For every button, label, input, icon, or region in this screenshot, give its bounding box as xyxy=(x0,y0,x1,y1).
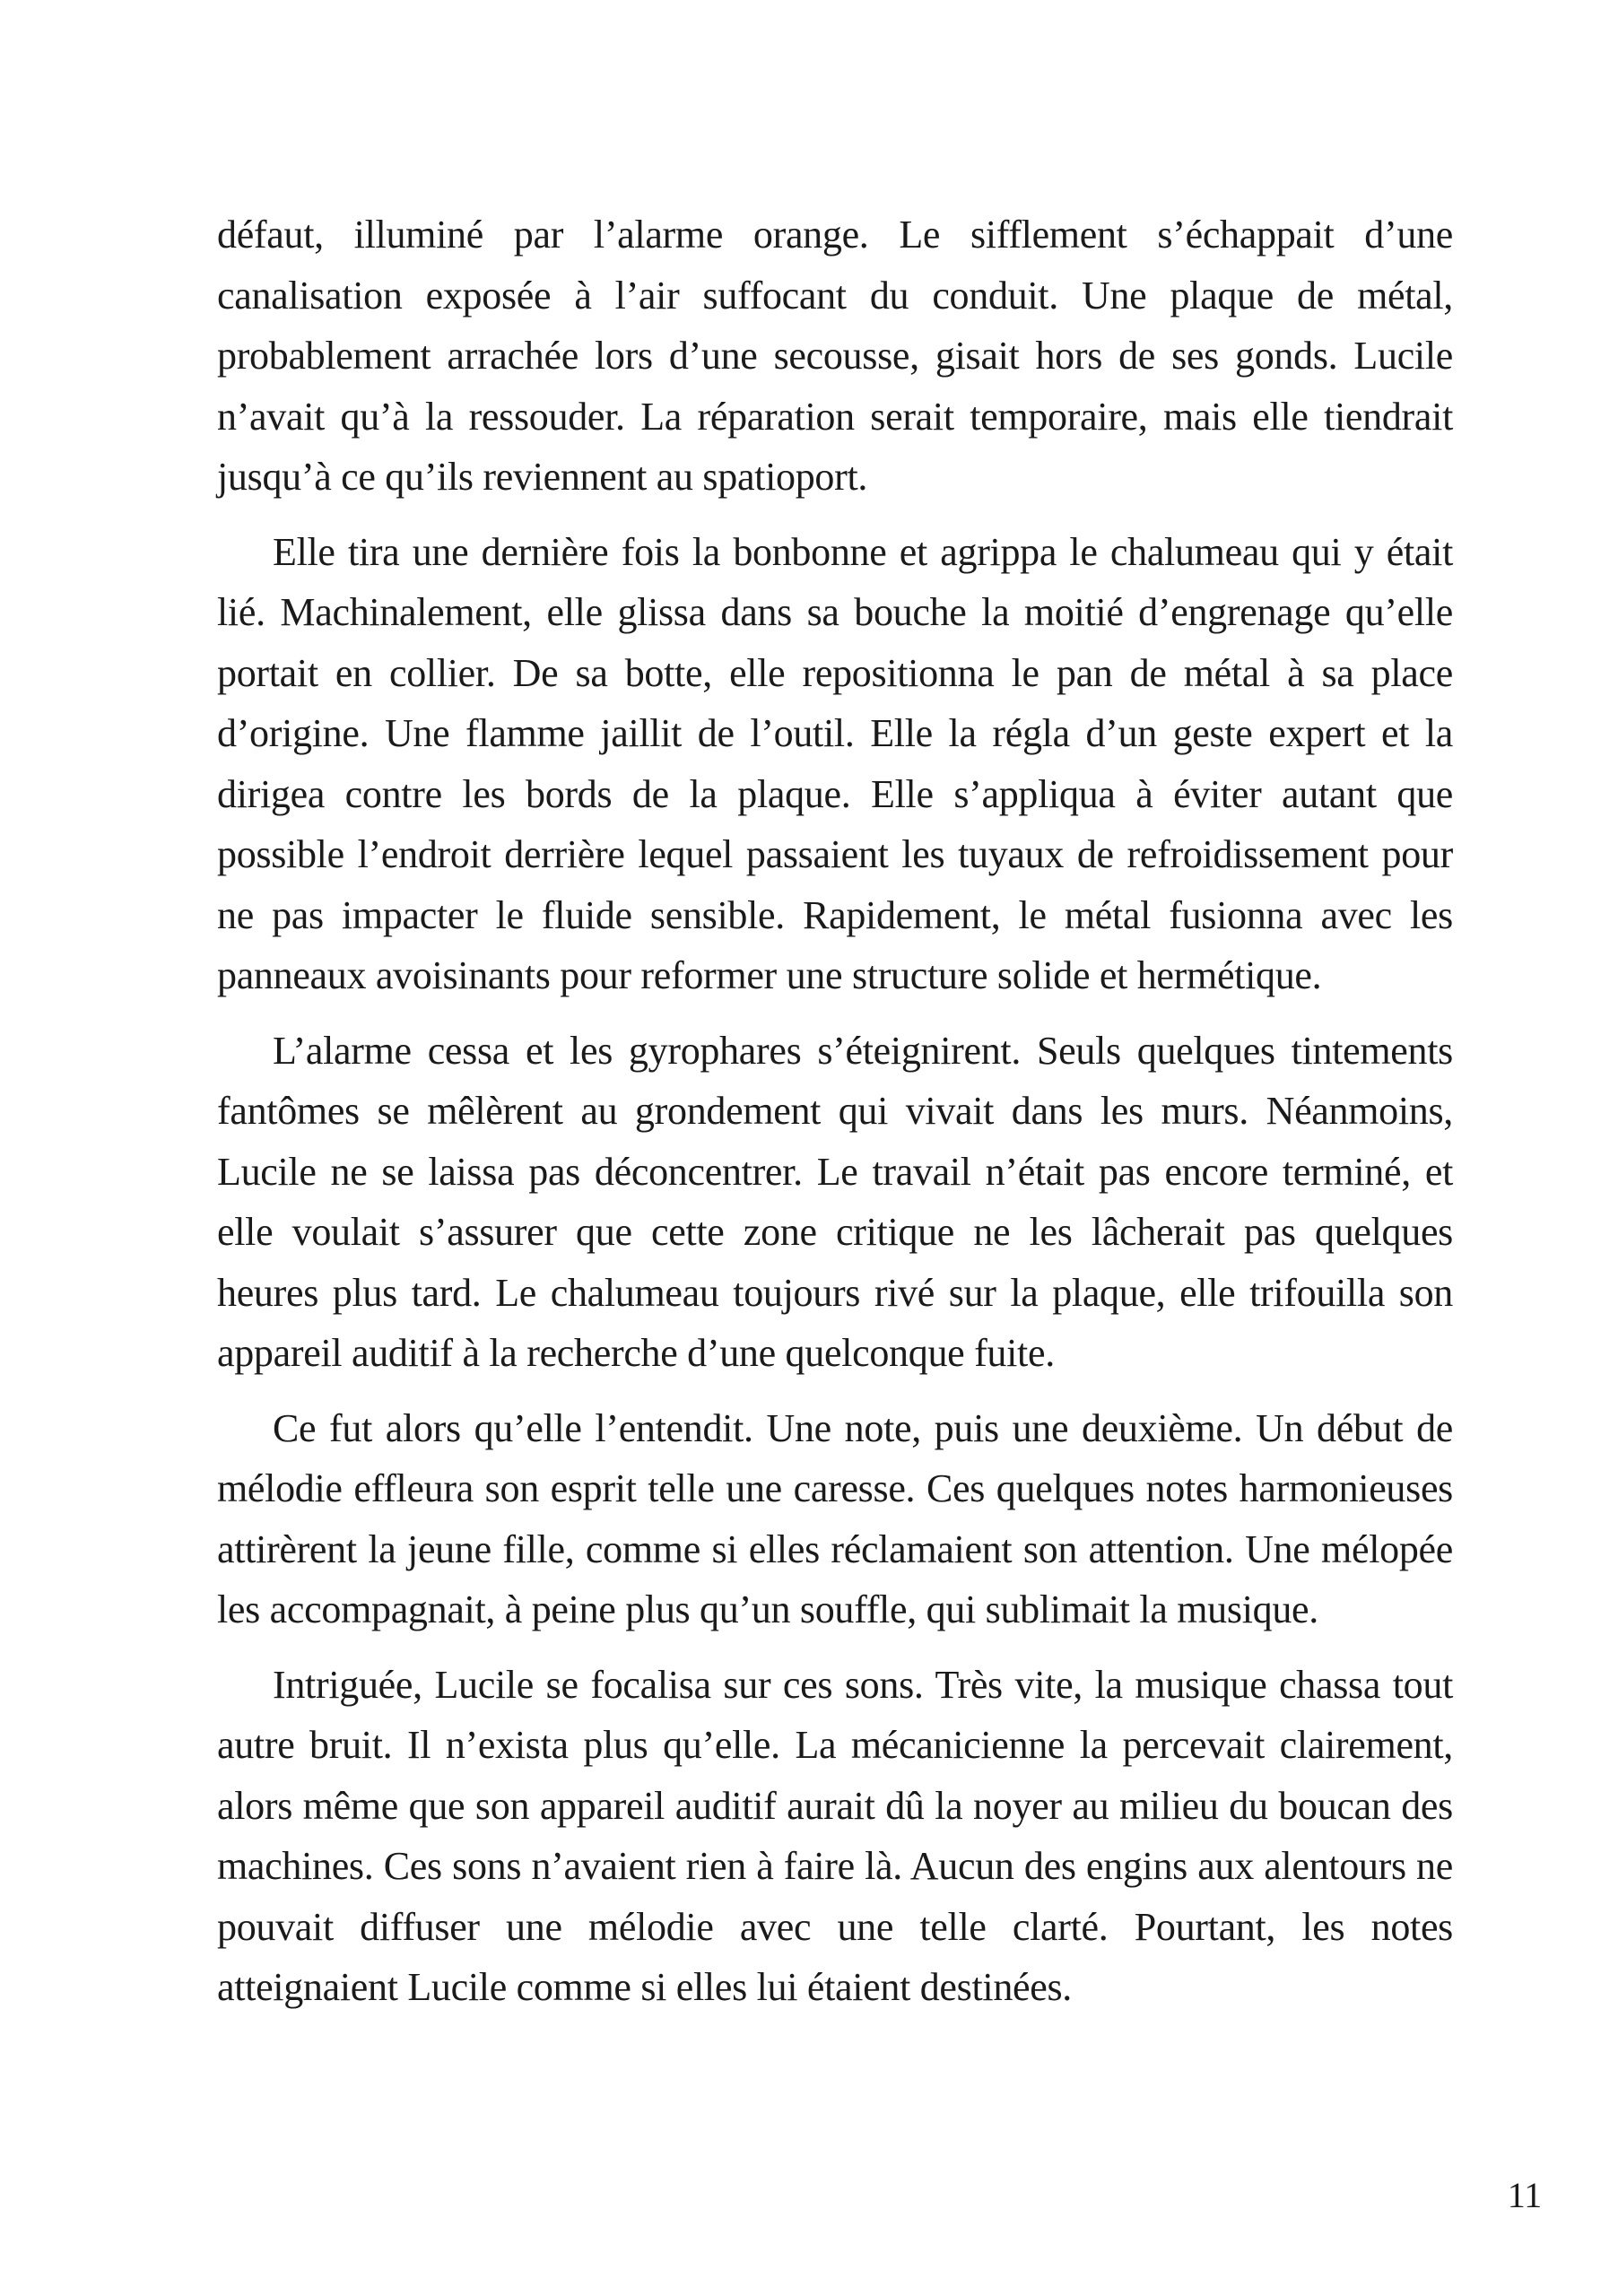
body-text xyxy=(217,204,1453,2032)
paragraph-2: Elle tira une dernière fois la bonbonne et agrippa le chalumeau qui y était lié. Machinalement, elle glissa dans sa bouche la moitié d’engrenage qu’elle portait en collier. De sa botte, elle repositionna le pan de métal à sa place d’origine. Une flamme jaillit de l’outil. Elle la régla d’un geste expert et la dirigea contre les bords de la plaque. Elle s’appliqua à éviter autant que possible l’endroit derrière lequel passaient les tuyaux de refroidissement pour ne pas impacter le fluide sensible. Rapidement, le métal fusionna avec les panneaux avoisinants pour reformer une structure solide et hermétique. xyxy=(217,529,1453,997)
paragraph-1: défaut, illuminé par l’alarme orange. Le sifflement s’échappait d’une canalisation exposée à l’air suffocant du conduit. Une plaque de métal, probablement arrachée lors d’une secousse, gisait hors de ses gonds. Lucile n’avait qu’à la ressouder. La réparation serait temporaire, mais elle tiendrait jusqu’à ce qu’ils reviennent au spatioport. xyxy=(217,213,1453,499)
paragraph-3: L’alarme cessa et les gyrophares s’éteignirent. Seuls quelques tintements fantômes se mêlèrent au grondement qui vivait dans les murs. Néanmoins, Lucile ne se laissa pas déconcentrer. Le travail n’était pas encore terminé, et elle voulait s’assurer que cette zone critique ne les lâcherait pas quelques heures plus tard. Le chalumeau toujours rivé sur la plaque, elle trifouilla son appareil auditif à la recherche d’une quelconque fuite. xyxy=(217,1028,1453,1375)
paragraph-5: Intriguée, Lucile se focalisa sur ces sons. Très vite, la musique chassa tout autre bruit. Il n’exista plus qu’elle. La mécanicienne la percevait clairement, alors même que son appareil auditif aurait dû la noyer au milieu du boucan des machines. Ces sons n’avaient rien à faire là. Aucun des engins aux alentours ne pouvait diffuser une mélodie avec une telle clarté. Pourtant, les notes atteignaient Lucile comme si elles lui étaient destinées. xyxy=(217,1662,1453,2009)
page-number: 11 xyxy=(1507,2175,1543,2215)
paragraph-4: Ce fut alors qu’elle l’entendit. Une note, puis une deuxième. Un début de mélodie effleura son esprit telle une caresse. Ces quelques notes harmonieuses attirèrent la jeune fille, comme si elles réclamaient son attention. Une mélopée les accompagnait, à peine plus qu’un souffle, qui sublimait la musique. xyxy=(217,1405,1453,1631)
